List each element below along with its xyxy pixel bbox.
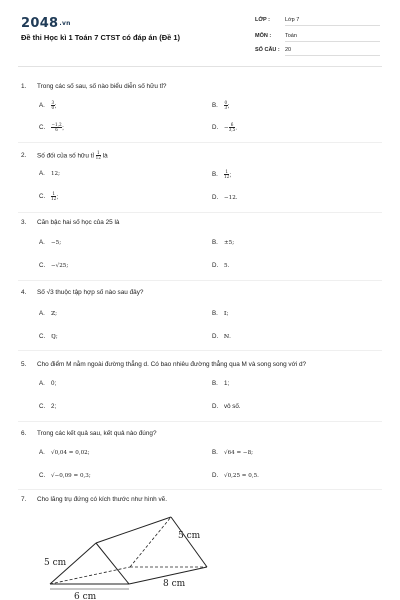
question-6: 6. Trong các kết quả sau, kết quả nào đúng? bbox=[21, 430, 157, 437]
prism-edge bbox=[171, 517, 207, 567]
label-left: 5 cm bbox=[44, 558, 67, 568]
question-3: 3. Căn bậc hai số học của 25 là bbox=[21, 219, 120, 226]
q3-option-d[interactable]: D. 5. bbox=[212, 262, 230, 269]
prism-edge bbox=[96, 517, 171, 543]
question-divider bbox=[18, 280, 382, 281]
q1-option-c[interactable]: C. $\frac{-1,2}{6}$ ; bbox=[39, 122, 64, 133]
question-divider bbox=[18, 421, 382, 422]
prism-edge bbox=[96, 543, 129, 584]
question-7: 7. Cho lăng trụ đứng có kích thước như hình vẽ. bbox=[21, 496, 167, 503]
q6-option-c[interactable]: C. √−0,09 = 0,3; bbox=[39, 472, 91, 479]
exam-title: Đề thi Học kì 1 Toán 7 CTST có đáp án (Đề 1) bbox=[21, 33, 181, 42]
document-header bbox=[0, 0, 400, 70]
question-count-field: SỐ CÂU : 20 bbox=[255, 47, 385, 56]
q4-option-c[interactable]: C. ℚ; bbox=[39, 333, 58, 340]
header-divider bbox=[18, 66, 382, 67]
q2-option-d[interactable]: D. −12. bbox=[212, 194, 238, 201]
question-1: 1. Trong các số sau, số nào biểu diễn số hữu tỉ? bbox=[21, 83, 167, 90]
q5-option-b[interactable]: B. 1; bbox=[212, 380, 230, 387]
prism-figure bbox=[26, 505, 216, 600]
question-2: 2. Số đối của số hữu tỉ $\frac{1}{12}$ là bbox=[21, 150, 108, 161]
q1-option-a[interactable]: A. $\frac{3}{0}$ ; bbox=[39, 100, 57, 111]
question-4: 4. Số √3 thuộc tập hợp số nào sau đây? bbox=[21, 289, 144, 296]
q5-option-c[interactable]: C. 2; bbox=[39, 403, 57, 410]
question-divider bbox=[18, 489, 382, 490]
q2-option-b[interactable]: B. $\frac{1}{12}$ ; bbox=[212, 169, 232, 180]
q5-option-d[interactable]: D. vô số. bbox=[212, 403, 241, 410]
q4-option-b[interactable]: B. 𝕀; bbox=[212, 310, 229, 317]
site-logo[interactable]: 2048.vn bbox=[21, 16, 71, 31]
q3-option-a[interactable]: A. −5; bbox=[39, 239, 62, 246]
question-5: 5. Cho điểm M nằm ngoài đường thẳng d. Có bao nhiêu đường thẳng qua M và song song với d? bbox=[21, 361, 307, 368]
q4-option-d[interactable]: D. ℕ. bbox=[212, 333, 231, 340]
q1-option-d[interactable]: D. − $\frac{6}{3,5}$ . bbox=[212, 122, 238, 133]
q2-option-a[interactable]: A. 12; bbox=[39, 170, 61, 177]
q3-option-c[interactable]: C. −√25; bbox=[39, 262, 69, 269]
q4-option-a[interactable]: A. ℤ; bbox=[39, 310, 57, 317]
q1-option-b[interactable]: B. $\frac{0}{3}$ ; bbox=[212, 100, 230, 111]
q3-option-b[interactable]: B. ±5; bbox=[212, 239, 235, 246]
q6-option-a[interactable]: A. √0,04 = 0,02; bbox=[39, 449, 90, 456]
question-divider bbox=[18, 212, 382, 213]
q2-option-c[interactable]: C. $\frac{1}{12}$ ; bbox=[39, 191, 59, 202]
q6-option-b[interactable]: B. √64 = −8; bbox=[212, 449, 254, 456]
subject-field: MÔN : Toán bbox=[255, 33, 385, 42]
label-top-right: 5 cm bbox=[178, 531, 201, 541]
question-divider bbox=[18, 350, 382, 351]
label-bottom: 6 cm bbox=[74, 592, 97, 600]
q6-option-d[interactable]: D. √0,25 = 0,5. bbox=[212, 472, 259, 479]
q5-option-a[interactable]: A. 0; bbox=[39, 380, 57, 387]
label-bottom-right: 8 cm bbox=[163, 579, 186, 589]
class-field: LỚP : Lớp 7 bbox=[255, 17, 385, 26]
question-divider bbox=[18, 142, 382, 143]
